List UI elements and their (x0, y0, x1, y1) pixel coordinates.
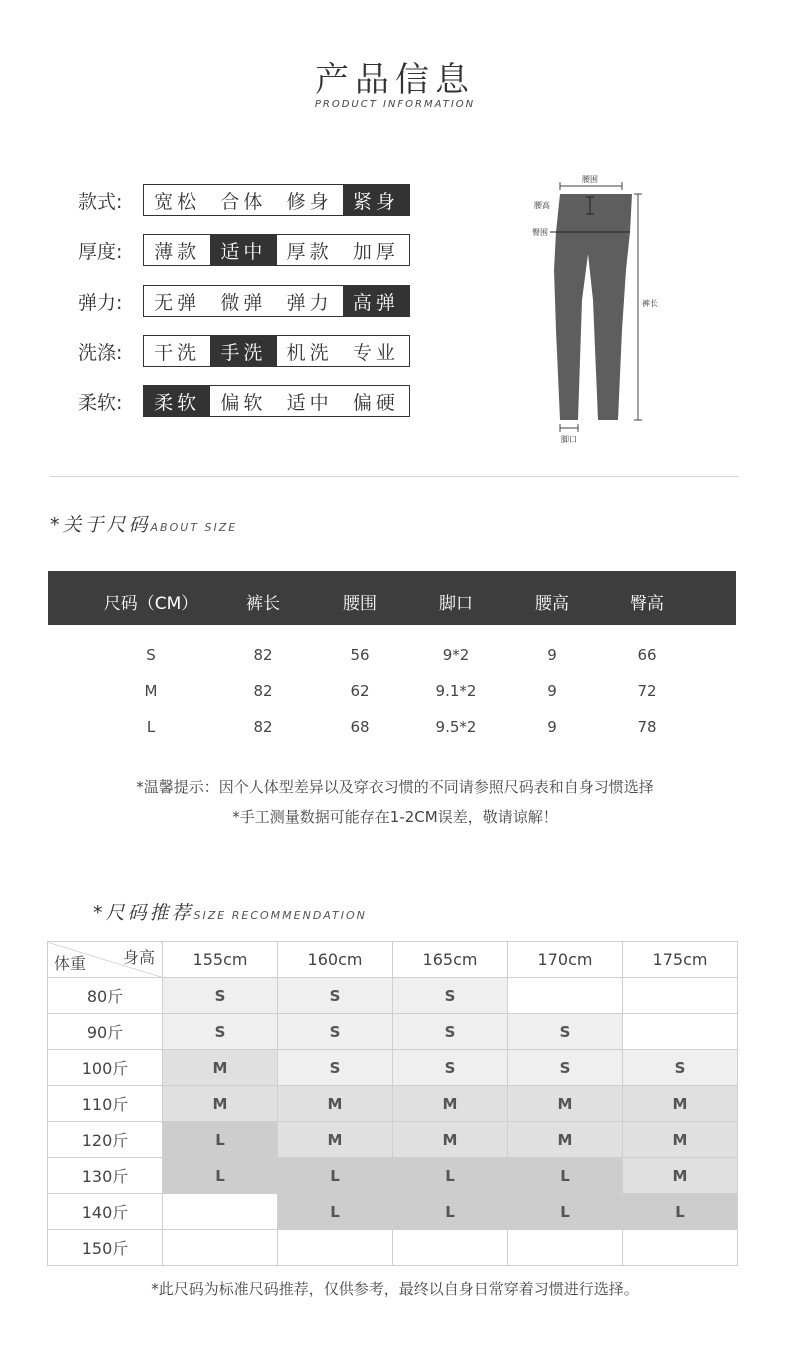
attribute-option-selected: 适中 (210, 235, 276, 265)
recommendation-footnote: *此尺码为标准尺码推荐，仅供参考，最终以自身日常穿着习惯进行选择。 (151, 1280, 639, 1298)
size-recommendation-cell: L (393, 1194, 508, 1230)
size-recommendation-cell: M (508, 1122, 623, 1158)
hem-label: 脚口 (561, 435, 577, 444)
attribute-option: 弹力 (286, 291, 333, 314)
attribute-option: 修身 (286, 190, 333, 213)
height-header: 175cm (623, 942, 738, 978)
size-recommendation-cell: L (163, 1158, 278, 1194)
size-header-cell: 臀高 (630, 594, 664, 614)
weight-header: 100斤 (48, 1050, 163, 1086)
size-cell: 9*2 (442, 646, 470, 664)
size-recommendation-cell: L (508, 1158, 623, 1194)
size-recommendation-cell: S (393, 978, 508, 1014)
about-size-heading (50, 510, 237, 537)
waist-label: 腰围 (582, 175, 598, 184)
grid-corner (48, 942, 163, 978)
size-recommendation-cell: M (623, 1158, 738, 1194)
size-header-cell: 裤长 (246, 594, 280, 614)
size-header-cell: 尺码（CM） (103, 594, 199, 614)
size-header-cell: 脚口 (439, 594, 473, 614)
size-recommendation-table (47, 941, 738, 1266)
size-recommendation-cell: S (623, 1050, 738, 1086)
attribute-label: 弹力: (78, 292, 123, 314)
height-header: 160cm (278, 942, 393, 978)
attribute-option: 适中 (286, 391, 333, 414)
size-cell: M (144, 682, 158, 700)
attribute-option-selected: 手洗 (210, 336, 276, 366)
size-recommendation-cell (163, 1194, 278, 1230)
size-recommendation-cell: L (163, 1122, 278, 1158)
grid-row (48, 1158, 738, 1194)
recommendation-subtitle: SIZE RECOMMENDATION (193, 909, 367, 922)
attribute-options (143, 234, 410, 266)
attribute-option: 厚款 (286, 240, 333, 263)
size-cell: S (146, 646, 156, 664)
weight-header: 90斤 (48, 1014, 163, 1050)
attribute-label: 洗涤: (78, 342, 123, 364)
attribute-option: 合体 (220, 190, 267, 213)
size-cell: 72 (637, 682, 657, 700)
size-cell: 82 (253, 646, 273, 664)
size-note-2: *手工测量数据可能存在1-2CM误差，敬请谅解！ (232, 808, 558, 826)
grid-header-row (48, 942, 738, 978)
about-size-title: *关于尺码 (50, 514, 151, 536)
attribute-label: 厚度: (78, 241, 123, 263)
grid-row (48, 1086, 738, 1122)
size-recommendation-cell: M (163, 1086, 278, 1122)
attribute-option-selected: 高弹 (343, 286, 409, 316)
grid-row (48, 1194, 738, 1230)
attribute-options (143, 385, 410, 417)
attribute-option-selected: 柔软 (144, 386, 210, 416)
size-note-1: *温馨提示：因个人体型差异以及穿衣习惯的不同请参照尺码表和自身习惯选择 (136, 778, 654, 796)
size-cell: 62 (350, 682, 370, 700)
size-table-row (48, 640, 736, 670)
size-recommendation-cell (623, 1230, 738, 1266)
size-cell: 9 (547, 682, 557, 700)
size-cell: 9 (547, 718, 557, 736)
size-header-cell: 腰围 (343, 594, 377, 614)
size-recommendation-cell: M (623, 1086, 738, 1122)
weight-header: 150斤 (48, 1230, 163, 1266)
attribute-option: 机洗 (286, 341, 333, 364)
size-recommendation-cell (393, 1230, 508, 1266)
height-header: 155cm (163, 942, 278, 978)
attribute-options (143, 285, 410, 317)
size-recommendation-cell: S (508, 1050, 623, 1086)
attribute-option: 干洗 (154, 341, 201, 364)
size-recommendation-cell: M (278, 1122, 393, 1158)
weight-header: 130斤 (48, 1158, 163, 1194)
attribute-option: 无弹 (154, 291, 201, 314)
size-recommendation-cell (278, 1230, 393, 1266)
length-label: 裤长 (642, 299, 658, 308)
size-recommendation-cell (508, 978, 623, 1014)
size-cell: 56 (350, 646, 370, 664)
pants-diagram (520, 170, 680, 450)
size-recommendation-cell (623, 978, 738, 1014)
size-recommendation-cell: M (508, 1086, 623, 1122)
attribute-option: 偏软 (220, 391, 267, 414)
size-recommendation-cell: S (508, 1014, 623, 1050)
size-cell: 9.5*2 (435, 718, 477, 736)
size-recommendation-cell: L (623, 1194, 738, 1230)
size-recommendation-cell: S (163, 1014, 278, 1050)
size-cell: 68 (350, 718, 370, 736)
recommendation-title: *尺码推荐 (93, 902, 194, 924)
attribute-option-selected: 紧身 (343, 185, 409, 215)
size-cell: 9 (547, 646, 557, 664)
size-recommendation-cell (623, 1014, 738, 1050)
size-recommendation-cell: L (278, 1158, 393, 1194)
section-divider (50, 476, 738, 477)
attribute-option: 薄款 (154, 240, 201, 263)
size-table-row (48, 712, 736, 742)
size-recommendation-cell: M (393, 1086, 508, 1122)
attribute-option: 专业 (352, 341, 399, 364)
size-header-cell: 腰高 (535, 594, 569, 614)
attribute-option: 偏硬 (352, 391, 399, 414)
grid-row (48, 1050, 738, 1086)
weight-header: 110斤 (48, 1086, 163, 1122)
size-recommendation-cell: L (508, 1194, 623, 1230)
size-recommendation-cell: M (623, 1122, 738, 1158)
attribute-option: 宽松 (154, 190, 201, 213)
size-table-header (48, 571, 736, 625)
weight-header: 140斤 (48, 1194, 163, 1230)
attribute-options (143, 184, 410, 216)
grid-row (48, 1122, 738, 1158)
about-size-subtitle: ABOUT SIZE (150, 521, 238, 534)
weight-header: 120斤 (48, 1122, 163, 1158)
size-recommendation-cell: M (163, 1050, 278, 1086)
size-cell: 78 (637, 718, 657, 736)
grid-row (48, 1014, 738, 1050)
page-subtitle: PRODUCT INFORMATION (314, 99, 476, 110)
size-recommendation-cell: S (163, 978, 278, 1014)
size-cell: 9.1*2 (435, 682, 477, 700)
size-recommendation-cell (508, 1230, 623, 1266)
height-axis-label: 身高 (122, 948, 155, 967)
waist-height-label: 腰高 (534, 201, 550, 210)
size-cell: L (146, 718, 156, 736)
height-header: 170cm (508, 942, 623, 978)
size-table-row (48, 676, 736, 706)
attribute-label: 柔软: (78, 392, 123, 414)
size-recommendation-cell: M (278, 1086, 393, 1122)
weight-header: 80斤 (48, 978, 163, 1014)
page-title: 产品信息 (315, 60, 475, 100)
weight-axis-label: 体重 (54, 954, 87, 973)
size-recommendation-cell: S (393, 1014, 508, 1050)
recommendation-heading (93, 898, 367, 925)
attribute-label: 款式: (78, 191, 123, 213)
grid-row (48, 978, 738, 1014)
size-recommendation-cell: L (278, 1194, 393, 1230)
height-header: 165cm (393, 942, 508, 978)
attribute-option: 加厚 (352, 240, 399, 263)
hip-label: 臀围 (532, 228, 548, 237)
size-recommendation-cell: M (393, 1122, 508, 1158)
size-cell: 82 (253, 682, 273, 700)
size-recommendation-cell: S (278, 978, 393, 1014)
grid-row (48, 1230, 738, 1266)
size-recommendation-cell: S (393, 1050, 508, 1086)
size-recommendation-cell: S (278, 1050, 393, 1086)
size-recommendation-cell: L (393, 1158, 508, 1194)
attribute-option: 微弹 (220, 291, 267, 314)
attribute-options (143, 335, 410, 367)
size-recommendation-cell (163, 1230, 278, 1266)
size-cell: 66 (637, 646, 657, 664)
size-recommendation-cell: S (278, 1014, 393, 1050)
pants-shape (554, 194, 632, 420)
size-cell: 82 (253, 718, 273, 736)
